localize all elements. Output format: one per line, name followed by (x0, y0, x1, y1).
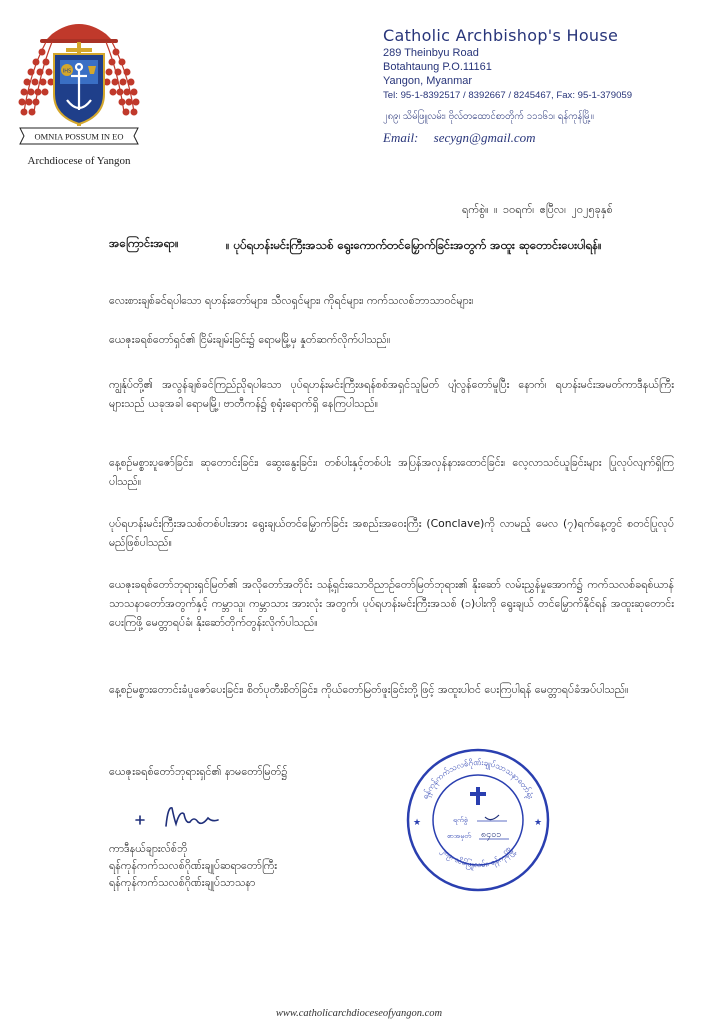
address-line-3: Yangon, Myanmar (383, 75, 473, 87)
letter-date: ရက်စွဲ။ ။ ၁၀ရက်၊ ဧပြီလ၊ ၂၀၂၅ခုနှစ် (462, 203, 613, 216)
archdiocese-crest (12, 12, 146, 167)
seal-ring-top: ရန်ကုန်ကက်သလစ်ဂိုဏ်းချုပ်သာသနာတော်ရုံး (420, 757, 536, 801)
seal-date-label: ရက်စွဲ (453, 816, 468, 824)
letterhead (383, 26, 713, 146)
seal-star-right: ★ (534, 818, 543, 828)
body-paragraph-4: ယေဇုးခရစ်တော်ဘုရားရှင်မြတ်၏ အလိုတော်အတိုင်း သန့်ရှင်းသောဝိညာဉ်တော်မြတ်ဘုရား၏ နိုးဆော် လမ်းညွှန်မှုအောက်၌ ကက်သလစ်ခရစ်ယာန်သာသနာတော်အတွက်နှင့် ကမ္ဘာသူ၊ ကမ္ဘာသား အားလုံး အတွက်၊ ပုပ်ရဟန်းမင်းကြီးအသစ် (၁)ပါးကို ရွေးချယ် တင်မြှောက်နိုင်ရန် အထူးဆုတောင်းပေးကြဖို့ မေတ္တာရပ်ခံ၊ နိုးဆော်တိုက်တွန်းလိုက်ပါသည်။ (109, 578, 674, 629)
greeting: ယေဇုးခရစ်တော်ရှင်၏ ငြိမ်းချမ်းခြင်း၌ ရောမမြို့မှ နှုတ်ဆက်လိုက်ပါသည်။ (109, 333, 391, 346)
signer-name: ကာဒီနယ်ချားလ်စ်ဘို (109, 842, 188, 855)
seal-ref-number: ၈၄၀၁ (481, 830, 502, 840)
email-address: secygn@gmail.com (433, 130, 536, 145)
website-footer: www.catholicarchdioceseofyangon.com (275, 1008, 443, 1019)
official-seal (403, 745, 553, 895)
seal-ref-label: စာအမှတ် (447, 832, 472, 840)
handwritten-signature (132, 800, 232, 834)
salutation: လေးစားချစ်ခင်ရပါသော ရဟန်းတော်များ၊ သီလရှင်များ၊ ကိုရင်များ၊ ကက်သလစ်ဘာသာဝင်များ၊ (109, 294, 474, 307)
email-line (383, 130, 713, 146)
signer-office: ရန်ကုန်ကက်သလစ်ဂိုဏ်းချုပ်သာသနာ (109, 876, 256, 889)
closing-line: ယေဇုးခရစ်တော်ဘုရားရှင်၏ နာမတော်မြတ်၌ (109, 765, 288, 778)
address-line-1: 289 Theinbyu Road (383, 47, 479, 59)
body-paragraph-1: ကျွန်ုပ်တို့၏ အလွန်ချစ်ခင်ကြည်ညိုရပါသော ပုပ်ရဟန်းမင်းကြီးဖရန်စစ်အရှင်သူမြတ် ပျံလွန်တော်မူပြီး နောက်၊ ရဟန်းမင်းအမတ်ကာဒီနယ်ကြီးများသည် ယခုအခါ ရောမမြို့၊ ဗာတီကန်၌ စုရုံးရောက်ရှိ နေကြပါသည်။ (109, 378, 674, 410)
svg-text:IHS: IHS (62, 68, 72, 75)
seal-cross-icon (470, 787, 486, 805)
crest-emblem (12, 12, 146, 152)
body-paragraph-3: ပုပ်ရဟန်းမင်းကြီးအသစ်တစ်ပါးအား ရွေးချယ်တင်မြှောက်ခြင်း အစည်းအဝေးကြီး (Conclave)ကို လာမည့် မေလ (၇)ရက်နေ့တွင် စတင်ပြုလုပ် မည်ဖြစ်ပါသည်။ (109, 517, 674, 549)
crest-motto: OMNIA POSSUM IN EO (34, 131, 124, 142)
letterhead-title: Catholic Archbishop's House (383, 26, 619, 45)
signer-title: ရန်ကုန်ကက်သလစ်ဂိုဏ်းချုပ်ဆရာတော်ကြီး (109, 859, 277, 872)
subject-label: အကြောင်းအရာ။ (109, 236, 179, 250)
seal-star-left: ★ (413, 818, 422, 828)
svg-text:၂၈၉၊ သိမ်ဖြူလမ်း၊ ရန်ကုန်မြို့ (438, 845, 518, 871)
body-paragraph-2: နေ့စဉ်မစ္စားပူဇော်ခြင်း၊ ဆုတောင်းခြင်း၊ ဆွေးနွေးခြင်း၊ တစ်ပါးနှင့်တစ်ပါး အပြန်အလှန်နားထောင်ခြင်း၊ လေ့လာသင်ယူခြင်းများ ပြုလုပ်လျက်ရှိကြပါသည်။ (109, 456, 674, 488)
address-line-2: Botahtaung P.O.11161 (383, 61, 492, 73)
address-myanmar: ၂၈၉၊ သိမ်ဖြူလမ်း၊ ဗိုလ်တထောင်စာတိုက် ၁၁၁၆၁၊ ရန်ကုန်မြို့။ (383, 111, 594, 122)
signer-block (109, 840, 277, 891)
email-label: Email: (383, 130, 419, 145)
seal-ring-bottom: ၂၈၉၊ သိမ်ဖြူလမ်း၊ ရန်ကုန်မြို့ (439, 845, 517, 870)
subject-text: ။ ပုပ်ရဟန်းမင်းကြီးအသစ် ရွေးကောက်တင်မြှောက်ခြင်းအတွက် အထူး ဆုတောင်းပေးပါရန်။ (226, 238, 602, 252)
body-paragraph-5: နေ့စဉ်မစ္စားတောင်းခံပူဇော်ပေးခြင်း၊ စိတ်ပုတီးစိတ်ခြင်း၊ ကိုယ်တော်မြတ်ဖူးခြင်းတို့ဖြင့် အထူးပါဝင် ပေးကြပါရန် မေတ္တာရပ်ခံအပ်ပါသည်။ (109, 683, 629, 696)
crest-caption: Archdiocese of Yangon (27, 155, 131, 167)
phone-fax: Tel: 95-1-8392517 / 8392667 / 8245467, Fax: 95-1-379059 (383, 90, 633, 101)
